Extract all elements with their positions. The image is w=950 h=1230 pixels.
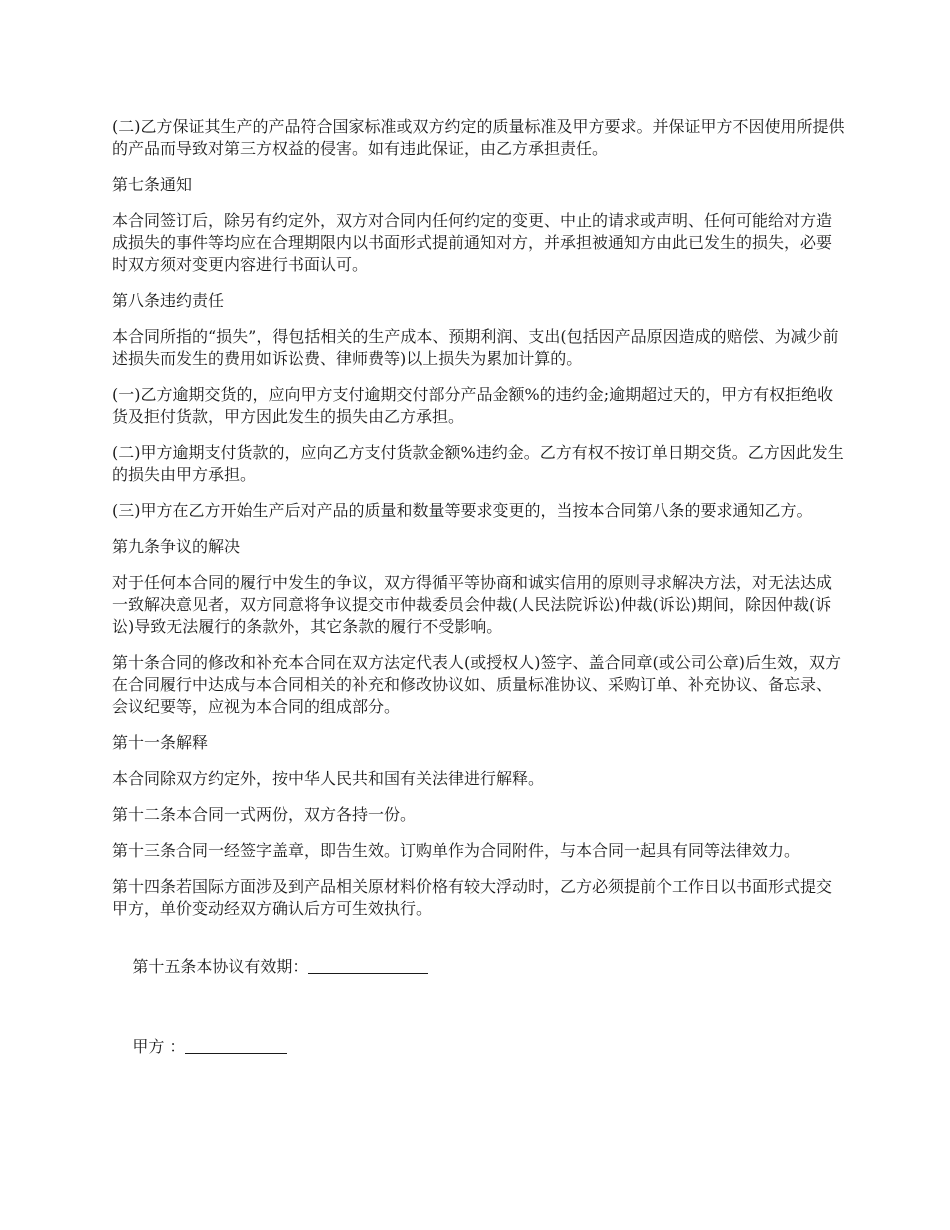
clause-9-body: 对于任何本合同的履行中发生的争议，双方得循平等协商和诚实信用的原则寻求解决方法，对无法达成一致解决意见者，双方同意将争议提交市仲裁委员会仲裁(人民法院诉讼)仲裁(诉讼)期间，除因仲裁(诉讼)导致无法履行的条款外，其它条款的履行不受影响。 xyxy=(112,573,833,636)
document-page xyxy=(112,116,847,1094)
clause-7-heading: 第七条通知 xyxy=(112,175,193,194)
validity-label: 第十五条本协议有效期： xyxy=(132,957,309,976)
clause-8-item-2: (二)甲方逾期支付货款的，应向乙方支付货款金额%违约金。乙方有权不按订单日期交货。乙方因此发生的损失由甲方承担。 xyxy=(112,443,844,484)
clause-12-body: 第十二条本合同一式两份，双方各持一份。 xyxy=(112,805,417,824)
clause-6-item-2: (二)乙方保证其生产的产品符合国家标准或双方约定的质量标准及甲方要求。并保证甲方不因使用所提供的产品而导致对第三方权益的侵害。如有违此保证，由乙方承担责任。 xyxy=(112,117,845,158)
clause-8-item-1: (一)乙方逾期交货的，应向甲方支付逾期交付部分产品金额%的违约金;逾期超过天的，甲方有权拒绝收货及拒付货款，甲方因此发生的损失由乙方承担。 xyxy=(112,385,834,426)
clause-15-validity xyxy=(112,934,847,1000)
clause-8-body: 本合同所指的“损失”，得包括相关的生产成本、预期利润、支出(包括因产品原因造成的赔偿、为减少前述损失而发生的费用如诉讼费、律师费等)以上损失为累加计算的。 xyxy=(112,327,839,368)
party-a-label: 甲方 ： xyxy=(132,1037,186,1056)
clause-8-item-3: (三)甲方在乙方开始生产后对产品的质量和数量等要求变更的，当按本合同第八条的要求通知乙方。 xyxy=(112,501,813,520)
clause-10-body: 第十条合同的修改和补充本合同在双方法定代表人(或授权人)签字、盖合同章(或公司公章)后生效，双方在合同履行中达成与本合同相关的补充和修改协议如、质量标准协议、采购订单、补充协议、备忘录、会议纪要等，应视为本合同的组成部分。 xyxy=(112,653,841,716)
clause-13-body: 第十三条合同一经签字盖章，即告生效。订购单作为合同附件，与本合同一起具有同等法律效力。 xyxy=(112,841,801,860)
clause-14-body: 第十四条若国际方面涉及到产品相关原材料价格有较大浮动时，乙方必须提前个工作日以书面形式提交甲方，单价变动经双方确认后方可生效执行。 xyxy=(112,877,833,918)
clause-9-heading: 第九条争议的解决 xyxy=(112,537,241,556)
party-a-blank-line xyxy=(185,1037,287,1054)
party-a-line xyxy=(112,1014,847,1080)
clause-11-heading: 第十一条解释 xyxy=(112,733,209,752)
validity-blank-line xyxy=(308,957,428,974)
clause-7-body: 本合同签订后，除另有约定外，双方对合同内任何约定的变更、中止的请求或声明、任何可能给对方造成损失的事件等均应在合理期限内以书面形式提前通知对方，并承担被通知方由此已发生的损失，必要时双方须对变更内容进行书面认可。 xyxy=(112,211,833,274)
clause-11-body: 本合同除双方约定外，按中华人民共和国有关法律进行解释。 xyxy=(112,769,545,788)
clause-8-heading: 第八条违约责任 xyxy=(112,291,225,310)
